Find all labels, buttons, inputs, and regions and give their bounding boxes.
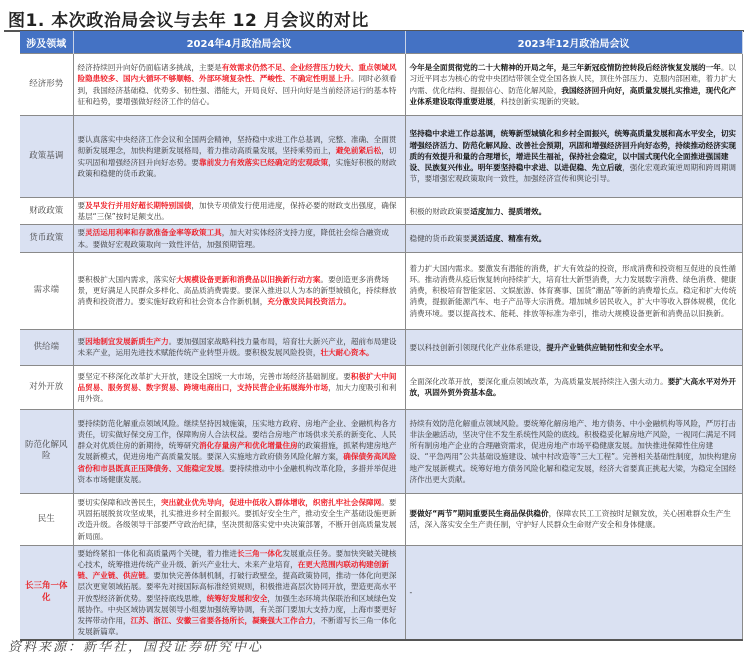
row-label: 货币政策 [20,225,73,252]
text-segment: 持续有效防范化解重点领域风险。要统筹化解房地产、地方债务、中小金融机构等风险，严厉打击非法金融活动，坚决守住不发生系统性风险的底线。积极稳妥化解房地产风险，一视同仁满足不同所有制房地产企业的合理融资需求，促进房地产市场平稳健康发展。加快推进保障性住房建设、“平急两用”公共基础设施建设、城中村改造等“三大工程”。完善相关基础性制度，加快构建房地产发展新模式。统筹好地方债务风险化解和稳定发展，经济大省要真正挑起大梁，为稳定全国经济作出更大贡献。 [409,418,737,484]
header-2024-april: 2024年4月政治局会议 [73,31,405,54]
text-segment: 要持续防范化解重点领域风险。继续坚持因城施策，压实地方政府、房地产企业、金融机构各方责任，切实做好保交房工作，保障购房人合法权益。要结合房地产市场供求关系的新变化、人民群众对优质住房的新期待，统筹研究 [77,418,397,451]
highlight-text: 避免前紧后松 [335,146,382,156]
table-row [20,365,742,409]
highlight-text: 确保债务高风险省份和市县既真正压降债务、又能稳定发展 [77,452,397,473]
table-row [20,545,742,640]
row-label: 防范化解风险 [20,409,73,493]
highlight-text: 因地制宜发展新质生产力 [85,337,169,347]
cell-2024-april [73,329,405,365]
cell-2024-april [73,545,405,640]
text-segment: ，不断谱写长三角一体化发展新篇章。 [77,616,397,637]
text-segment: ，切实巩固和增强经济回升向好态势。要 [77,146,397,167]
bold-text: 灵活适度、精准有效。 [470,234,547,243]
text-segment: 稳健的货币政策要 [409,234,471,243]
text-segment: 要切实保障和改善民生， [77,497,162,507]
comparison-table [20,31,743,641]
table-row [20,198,742,225]
text-segment: 要以科技创新引领现代化产业体系建设， [409,342,547,352]
table-row [20,116,742,198]
row-label: 经济形势 [20,54,73,116]
text-segment: 的政策措施，抓紧构建房地产发展新模式，促进房地产高质量发展。要深入实施地方政府债务风险化解方案， [77,441,397,462]
text-segment: 。以习近平同志为核心的党中央团结带领全党全国各族人民，顶住外部压力、克服内部困难，着力扩大内需、优化结构、提振信心、防范化解风险， [409,63,737,95]
text-segment: ，科技创新实现新的突破。 [493,96,585,106]
row-label: 对外开放 [20,365,73,409]
text-segment: 积极的财政政策要 [409,206,471,216]
highlight-text: 积极扩大中间品贸易、服务贸易、数字贸易、跨境电商出口，支持民营企业拓展海外市场 [77,371,397,392]
text-segment: 要 [77,337,86,347]
text-segment: ，加大力度吸引和利用外资。 [77,382,397,403]
highlight-text: 充分激发民间投资活力。 [267,297,351,307]
table-row [20,54,742,116]
highlight-text: 灵活运用利率和存款准备金率等政策工具 [85,228,222,238]
cell-2024-april [73,252,405,329]
text-segment: 要坚定不移深化改革扩大开放，建设全国统一大市场，完善市场经济基础制度。要 [77,371,351,381]
text-segment: ，实施好积极的财政政策和稳健的货币政策。 [77,157,397,178]
text-segment: 。要持续推动中小金融机构改革化险，多措并举促进资本市场健康发展。 [77,463,397,484]
cell-2023-december [405,198,742,225]
text-segment: ，强化宏观政策逆周期和跨周期调节，要增强宏观政策取向一致性，加强经济宣传和舆论引导。 [409,163,737,184]
source-note: 资料来源：新华社，国投证券研究中心 [8,640,264,655]
cell-2023-december [405,116,742,198]
text-segment: 经济持续回升向好仍面临诸多挑战，主要是 [77,63,222,73]
cell-2024-april [73,198,405,225]
text-segment: 。要加强国家战略科技力量布局，培育壮大新兴产业，超前布局建设未来产业，运用先进技术赋能传统产业转型升级。要积极发展风险投资， [77,337,397,358]
cell-2023-december [405,54,742,116]
text-segment: 要认真落实中央经济工作会议和全国两会精神，坚持稳中求进工作总基调，完整、准确、全面贯彻新发展理念，加快构建新发展格局，着力推动高质量发展，坚持乘势而上， [77,135,397,156]
cell-2024-april [73,365,405,409]
highlight-text: 靠前发力有效落实已经确定的宏观政策 [199,157,329,167]
row-label: 供给端 [20,329,73,365]
table-row [20,252,742,329]
cell-2023-december [405,493,742,545]
text-segment: 发展重点任务。要加快突破关键核心技术，统筹推进传统产业升级、新兴产业壮大、未来产业培育， [77,548,397,570]
highlight-text: 壮大耐心资本。 [320,348,374,358]
cell-2023-december [405,365,742,409]
table-row [20,329,742,365]
text-segment: ，加强生态环境共保联治和区域绿色发展协作。中央区域协调发展领导小组要加强统筹协调，有关部门要加大支持力度，上海市要更好发挥带动作用， [77,593,397,626]
text-segment: - [409,588,413,598]
cell-2023-december [405,252,742,329]
text-segment: ，保障农民工工资按时足额发放，关心困难群众生产生活，深入落实安全生产责任制，守护好人民群众生命财产安全和身体健康。 [409,509,731,530]
cell-2023-december [405,225,742,252]
row-label: 政策基调 [20,116,73,198]
text-segment: 。同时必须看到，我国经济基础稳、优势多、韧性强、潜能大，开局良好、回升向好是当前经济运行的基本特征和趋势，要增强做好经济工作的信心。 [77,74,397,106]
highlight-text: 有效需求仍然不足、企业经营压力较大、重点领域风险隐患较多、国内大循环不够顺畅、外部环境复杂性、严峻性、不确定性明显上升 [77,63,397,84]
cell-2023-december [405,409,742,493]
highlight-text: 江苏、浙江、安徽三省要各扬所长，凝聚强大工作合力 [130,616,313,626]
cell-2023-december [405,329,742,365]
text-segment: 要 [77,201,86,210]
text-segment: 着力扩大国内需求。要激发有潜能的消费，扩大有效益的投资，形成消费和投资相互促进的良性循环。推动消费从疫后恢复转向持续扩大，培育壮大新型消费，大力发展数字消费、绿色消费、健康消费，积极培育智能家居、文娱旅游、体育赛事、国货“潮品”等新的消费增长点。稳定和扩大传统消费，提振新能源汽车、电子产品等大宗消费。增加城乡居民收入，扩大中等收入群体规模，优化消费环境。要以提高技术、能耗、排放等标准为牵引，推动大规模设备更新和消费品以旧换新。 [409,263,737,318]
row-label: 需求端 [20,252,73,329]
text-segment: 要 [77,228,86,238]
highlight-text: 突出就业优先导向，促进中低收入群体增收，织密扎牢社会保障网 [161,497,382,507]
cell-2024-april [73,409,405,493]
bold-text: 要做好“两节”期间重要民生商品保供稳价 [409,509,549,519]
text-segment: ，加大对实体经济支持力度，降低社会综合融资成本。要做好宏观政策取向一致性评估，加强预期管理。 [77,228,389,249]
row-label: 财政政策 [20,198,73,225]
text-segment: 。要加快完善体制机制，打破行政壁垒，提高政策协同，推动一体化向更深层次更宽领域拓展。要率先对接国际高标准经贸规则，积极推进高层次协同开放，塑造更高水平开放型经济新优势。要坚持底线思维， [77,571,397,603]
highlight-text: 长三角一体化 [236,548,283,558]
cell-2024-april [73,225,405,252]
table-header-row [20,31,742,54]
table-row [20,493,742,545]
bold-text: 要扩大高水平对外开放，巩固外贸外资基本盘。 [409,377,737,398]
text-segment: 要始终紧扣一体化和高质量两个关键，着力推进 [77,548,237,558]
bold-text: 适度加力、提质增效。 [470,206,547,216]
cell-2023-december [405,545,742,640]
table-row [20,225,742,252]
header-domain: 涉及领域 [20,31,73,54]
row-label: 民生 [20,493,73,545]
highlight-text: 消化存量房产和优化增量住房 [199,441,298,451]
highlight-text: 在更大范围内联动构建创新链、产业链、供应链 [77,560,389,581]
text-segment: ，加快专项债发行使用进度，保持必要的财政支出强度，确保基层“三保”按时足额支出。 [77,201,397,222]
bold-text: 我国经济回升向好，高质量发展扎实推进，现代化产业体系建设取得重要进展 [409,85,737,106]
header-2023-december: 2023年12月政治局会议 [405,31,742,54]
bold-text: 提升产业链供应链韧性和安全水平。 [546,342,668,352]
bold-text: 坚持稳中求进工作总基调，统筹新型城镇化和乡村全面振兴，统筹高质量发展和高水平安全，切实增强经济活力、防范化解风险、改善社会预期，巩固和增强经济回升向好态势，持续推动经济实现质的有效提升和量的合理增长，增进民生福祉，保持社会稳定，以中国式现代化全面推进强国建设、民族复兴伟业。明年要坚持稳中求进、以进促稳、先立后破 [409,129,737,173]
text-segment: 要积极扩大国内需求，落实好 [77,275,177,284]
text-segment: 。要巩固拓展脱贫攻坚成果，扎实推进乡村全面振兴。要抓好安全生产，推动安全生产基础设施更新改造升级。各级领导干部要严守政治纪律，坚决贯彻落实党中央决策部署，不断开创高质量发展新局面。 [77,497,397,541]
bold-text: 今年是全面贯彻党的二十大精神的开局之年，是三年新冠疫情防控转段后经济恢复发展的一年 [409,63,721,73]
cell-2024-april [73,116,405,198]
highlight-text: 统筹好发展和安全 [206,593,268,603]
highlight-text: 及早发行并用好超长期特别国债 [85,201,192,210]
cell-2024-april [73,54,405,116]
row-label: 长三角一体化 [20,545,73,640]
text-segment: 全面深化改革开放，要深化重点领域改革，为高质量发展持续注入强大动力。 [409,377,668,387]
text-segment: 。要创造更多消费场景，更好满足人民群众多样化、高品质消费需要。要深入推进以人为本的新型城镇化，持续释放消费和投资潜力。要实施好政府和社会资本合作新机制， [77,275,397,307]
figure-title: 图1. 本次政治局会议与去年 12 月会议的对比 [8,11,369,31]
cell-2024-april [73,493,405,545]
table-row [20,409,742,493]
highlight-text: 大规模设备更新和消费品以旧换新行动方案 [176,275,321,284]
